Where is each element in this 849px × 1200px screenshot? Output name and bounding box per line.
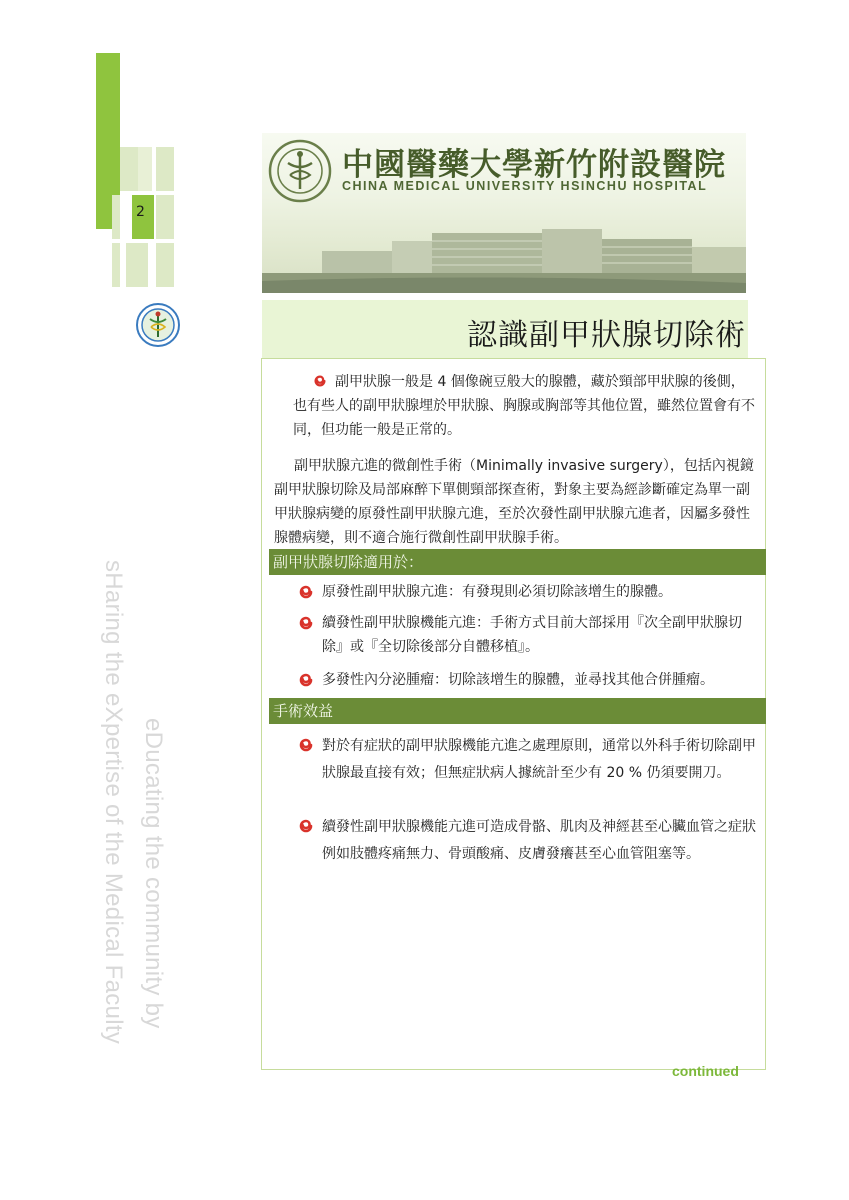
hospital-banner (262, 133, 746, 293)
hospital-name-en: CHINA MEDICAL UNIVERSITY HSINCHU HOSPITAL (342, 179, 708, 193)
swirl-bullet-icon (298, 737, 314, 753)
intro-paragraph-1-text: 副甲狀腺一般是 4 個像碗豆般大的腺體，藏於頸部甲狀腺的後側，也有些人的副甲狀腺埋於甲狀腺、胸腺或胸部等其他位置，雖然位置會有不同，但功能一般是正常的。 (293, 374, 755, 438)
intro-paragraph-1 (293, 370, 755, 442)
swirl-bullet-icon (298, 672, 314, 688)
list-item (298, 611, 758, 659)
section-header-benefits: 手術效益 (269, 698, 766, 724)
swirl-bullet-icon (313, 374, 327, 388)
continued-label: continued (672, 1063, 739, 1079)
title-bar (262, 300, 748, 358)
page-title: 認識副甲狀腺切除術 (467, 318, 746, 353)
list-item-text: 原發性副甲狀腺亢進：有發現則必須切除該增生的腺體。 (322, 584, 672, 600)
sidebar-vertical-text-2: eDucating the community by (140, 718, 167, 1029)
section-header-indications: 副甲狀腺切除適用於： (269, 549, 766, 575)
list-item (298, 580, 758, 604)
list-item (298, 733, 758, 787)
sidebar-vertical-text-1: sHaring the eXpertise of the Medical Faculty (100, 560, 127, 1045)
hospital-building-image (262, 203, 746, 293)
hospital-name-zh: 中國醫藥大學新竹附設醫院 (342, 147, 726, 183)
swirl-bullet-icon (298, 584, 314, 600)
list-item-text: 多發性內分泌腫瘤：切除該增生的腺體，並尋找其他合併腫瘤。 (322, 672, 714, 688)
list-item (298, 814, 758, 868)
list-item-text: 續發性副甲狀腺機能亢進：手術方式目前大部採用『次全副甲狀腺切除』或『全切除後部分自體移植』。 (322, 615, 742, 655)
list-item-text: 續發性副甲狀腺機能亢進可造成骨骼、肌肉及神經甚至心臟血管之症狀例如肢體疼痛無力、骨頭酸痛、皮膚發癢甚至心血管阻塞等。 (322, 819, 756, 862)
swirl-bullet-icon (298, 818, 314, 834)
hospital-emblem-icon (136, 303, 180, 347)
intro-paragraph-2: 副甲狀腺亢進的微創性手術（Minimally invasive surgery），包括內視鏡副甲狀腺切除及局部麻醉下單側頸部探查術，對象主要為經診斷確定為單一副甲狀腺病變的原發性副甲狀腺亢進，至於次發性副甲狀腺亢進者，因屬多發性腺體病變，則不適合施行微創性副甲狀腺手術。 (274, 458, 754, 546)
list-item (298, 668, 758, 692)
hospital-emblem-icon (268, 139, 332, 203)
page-number: 2 (136, 204, 145, 220)
list-item-text: 對於有症狀的副甲狀腺機能亢進之處理原則，通常以外科手術切除副甲狀腺最直接有效；但無症狀病人據統計至少有 20 % 仍須要開刀。 (322, 738, 756, 781)
swirl-bullet-icon (298, 615, 314, 631)
